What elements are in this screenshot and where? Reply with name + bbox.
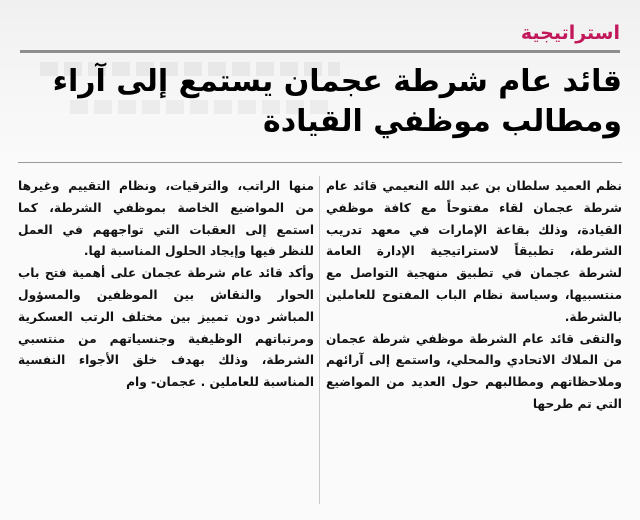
paragraph: والتقى قائد عام الشرطة موظفي شرطة عجمان من الملاك الاتحادي والمحلي، واستمع إلى آرائهم وملاحظاتهم ومطالبهم حول العديد من المواضيع التي تم طرحها: [326, 331, 622, 411]
paragraph: [18, 263, 314, 394]
paragraph-text: وأكد قائد عام شرطة عجمان على أهمية فتح باب الحوار والنقاش بين الموظفين والمسؤول المباشر دون تمييز بين مختلف الرتب العسكرية ومرتباتهم الوظيفية وجنسياتهم من منتسبي الشرطة، وذلك بهدف خلق الأجواء النفسية المناسبة للعاملين .: [18, 266, 314, 390]
article-headline: قائد عام شرطة عجمان يستمع إلى آراء ومطالب موظفي القيادة: [52, 64, 622, 139]
category-divider: [20, 50, 620, 53]
section-category: استراتيجية: [520, 22, 620, 44]
byline: عجمان- وام: [126, 375, 197, 390]
article-column-right: [326, 176, 622, 416]
paragraph: نظم العميد سلطان بن عبد الله النعيمي قائد عام شرطة عجمان لقاء مفتوحاً مع كافة موظفي القيادة، وذلك بقاعة الإمارات في معهد تدريب الشرطة، تطبيقاً لاستراتيجية الإدارة العامة لشرطة عجمان في تطبيق منهجية التواصل مع منتسبيها، وسياسة نظام الباب المفتوح للعاملين بالشرطة.: [326, 179, 622, 324]
headline-divider: [18, 162, 622, 163]
column-divider: [319, 176, 320, 504]
article-column-left: [18, 176, 314, 394]
paragraph: منها الراتب، والترقيات، ونظام التقييم وغيرها من المواضيع الخاصة بموظفي الشرطة، كما استمع إلى العقبات التي تواجههم في العمل للنظر فيها وإيجاد الحلول المناسبة لها.: [18, 179, 314, 259]
